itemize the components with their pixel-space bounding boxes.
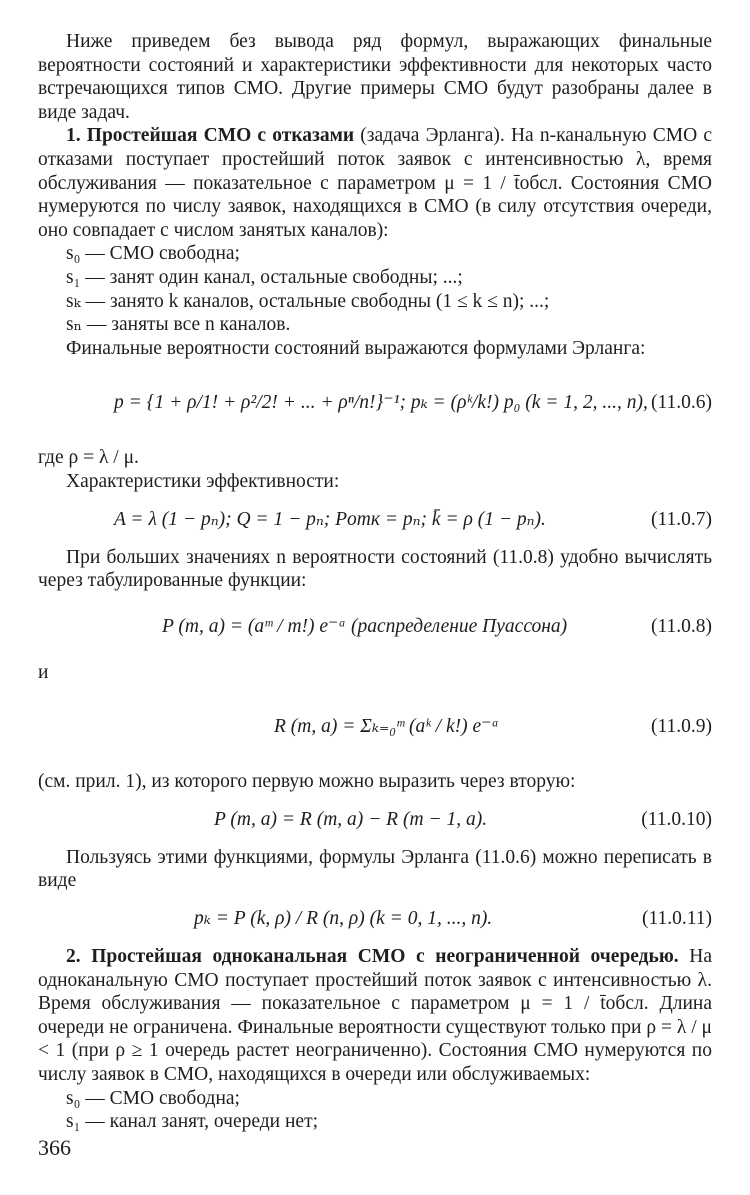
section-2-text: На одноканальную СМО поступает простейший поток заявок с интенсивностью λ. Время обслуживания — показательное с параметром μ = 1 / t̄обсл. Длина очереди не ограничена. Финальные вероятности существуют только при ρ = λ / μ < 1 (при ρ ≥ 1 очередь растет неограниченно). Состояния СМО нумеруются по числу заявок в СМО, находящихся в очереди или обслуживаемых: [38, 946, 712, 1086]
rho-definition: где ρ = λ / μ. [38, 447, 139, 469]
formula-11-0-9 [38, 688, 712, 766]
state2-s0: s₀ — СМО свободна; [66, 1087, 240, 1109]
see-appendix: (см. прил. 1), из которого первую можно выразить через вторую: [38, 771, 576, 793]
section-1-text: (задача Эрланга). На n-канальную СМО с отказами поступает простейший поток заявок с интенсивностью λ, время обслуживания — показательное с параметром μ = 1 / t̄обсл. Состояния СМО нумеруются по числу заявок, находящихся в СМО (в силу отсутствия очереди, оно совпадает с числом занятых каналов): [38, 125, 712, 241]
eq-number-11-0-7: (11.0.7) [650, 508, 712, 530]
formula-11-0-7 [38, 498, 712, 542]
eq-number-11-0-9: (11.0.9) [650, 716, 712, 738]
eq-number-11-0-11: (11.0.11) [641, 908, 712, 930]
section-1-title: 1. Простейшая СМО с отказами [66, 125, 355, 147]
intro-paragraph: Ниже приведем без вывода ряд формул, выражающих финальные вероятности состояний и характеристики эффективности для некоторых часто встречающихся типов СМО. Другие примеры СМО будут разобраны далее в виде задач. [38, 31, 712, 123]
formula-cumulative: R (m, a) = Σₖ₌₀ᵐ (aᵏ / k!) e⁻ᵃ [274, 716, 500, 738]
large-n-paragraph: При больших значениях n вероятности состояний (11.0.8) удобно вычислять через табулированные функции: [38, 546, 712, 592]
state-s0: s₀ — СМО свободна; [66, 243, 240, 265]
rewrite-paragraph: Пользуясь этими функциями, формулы Эрланга (11.0.6) можно переписать в виде [38, 846, 712, 892]
formula-11-0-11 [38, 897, 712, 941]
eq-number-11-0-10: (11.0.10) [641, 809, 712, 831]
formula-difference: P (m, a) = R (m, a) − R (m − 1, a). [214, 809, 488, 831]
section-1-paragraph [38, 124, 712, 242]
page-number: 366 [38, 1135, 71, 1160]
efficiency-title: Характеристики эффективности: [66, 470, 340, 492]
formula-11-0-6 [38, 364, 712, 442]
and-word: и [38, 661, 49, 683]
state-s1: s₁ — занят один канал, остальные свободны; ...; [66, 266, 463, 288]
formula-erlang: p = {1 + ρ/1! + ρ²/2! + ... + ρⁿ/n!}⁻¹; pₖ = (ρᵏ/k!) p₀ (k = 1, 2, ..., n), [114, 392, 648, 414]
section-2-title: 2. Простейшая одноканальная СМО с неограниченной очередью. [66, 946, 679, 968]
erlang-intro: Финальные вероятности состояний выражаются формулами Эрланга: [66, 337, 646, 359]
formula-erlang-tabulated: pₖ = P (k, ρ) / R (n, ρ) (k = 0, 1, ..., n). [194, 908, 493, 930]
eq-number-11-0-8: (11.0.8) [650, 615, 712, 637]
formula-poisson: P (m, a) = (aᵐ / m!) e⁻ᵃ (распределение Пуассона) [162, 615, 568, 637]
eq-number-11-0-6: (11.0.6) [650, 392, 712, 414]
state-sk: sₖ — занято k каналов, остальные свободны (1 ≤ k ≤ n); ...; [66, 290, 550, 312]
formula-11-0-10 [38, 798, 712, 842]
state2-s1: s₁ — канал занят, очереди нет; [66, 1111, 319, 1133]
section-2-paragraph [38, 945, 712, 1087]
formula-efficiency: A = λ (1 − pₙ); Q = 1 − pₙ; Pотк = pₙ; k̄ = ρ (1 − pₙ). [114, 508, 546, 530]
state-sn: sₙ — заняты все n каналов. [66, 314, 291, 336]
formula-11-0-8 [38, 597, 712, 657]
